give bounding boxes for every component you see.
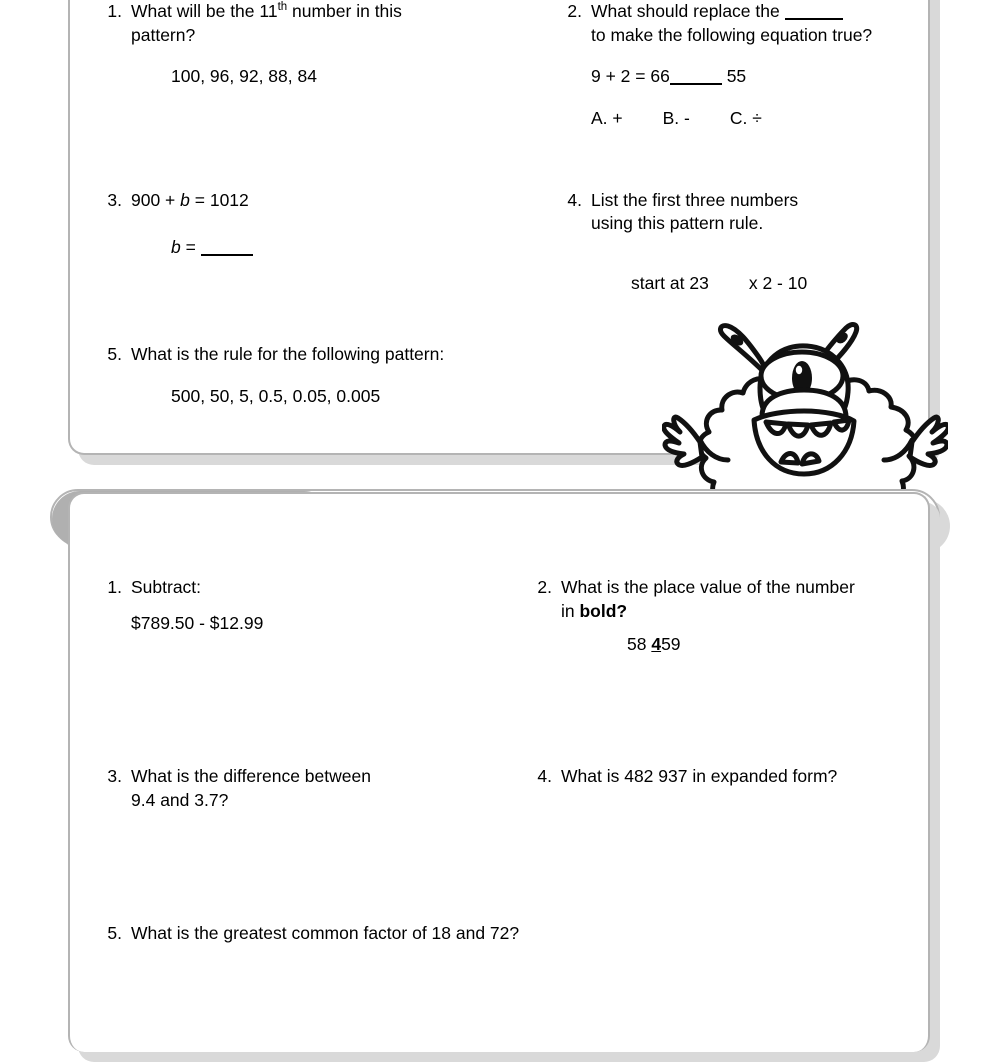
answer-line — [131, 236, 556, 260]
question-text-part: in — [561, 600, 580, 621]
pattern-start: start at 23 — [631, 272, 709, 293]
equation-suffix: 55 — [726, 66, 747, 87]
place-value-number — [561, 633, 936, 657]
question-text-continued — [561, 600, 936, 624]
question-text-part: What should replace the — [591, 1, 785, 21]
question-text: What is the greatest common factor of 18 and 72? — [131, 923, 520, 944]
variable-b: b — [180, 189, 190, 210]
question-text: What is 482 937 in expanded form? — [561, 765, 838, 786]
question-text — [131, 0, 556, 24]
question-text — [591, 0, 976, 24]
equation-part: 900 + — [131, 189, 181, 210]
question-item — [526, 765, 936, 812]
question-expression: $789.50 - $12.99 — [131, 612, 264, 633]
question-body — [131, 0, 556, 89]
question-body — [131, 922, 936, 946]
question-item — [526, 576, 936, 657]
question-number: 5. — [107, 923, 122, 944]
question-text: List the first three numbers — [591, 189, 799, 210]
question-item — [96, 765, 526, 812]
question-number: 3. — [107, 189, 122, 210]
question-body — [131, 576, 526, 635]
equation-prefix: 9 + 2 = 66 — [591, 66, 670, 87]
question-pattern-values: 100, 96, 92, 88, 84 — [171, 66, 317, 87]
question-body — [591, 0, 976, 131]
question-text-continued: to make the following equation true? — [591, 24, 873, 45]
question-item — [96, 576, 526, 657]
question-body — [131, 765, 526, 812]
answer-blank[interactable] — [785, 18, 843, 20]
number-part: 59 — [661, 634, 681, 655]
choice-option[interactable]: C. ÷ — [729, 107, 762, 128]
question-body — [591, 189, 976, 296]
question-text-continued: 9.4 and 3.7? — [131, 789, 229, 810]
bold-underlined-digit: 4 — [651, 634, 662, 655]
ordinal-superscript: th — [277, 1, 288, 14]
tuesday-question-grid — [96, 576, 936, 946]
question-item — [556, 189, 976, 296]
question-number: 4. — [567, 189, 582, 210]
choice-option[interactable]: B. - — [662, 107, 690, 128]
variable-b: b — [171, 237, 181, 258]
question-text-continued: using this pattern rule. — [591, 213, 764, 234]
number-part: 58 — [627, 634, 652, 655]
bold-emphasis: bold? — [579, 600, 628, 621]
answer-blank[interactable] — [670, 83, 722, 85]
question-text: What is the place value of the number — [561, 577, 855, 597]
equation-part: = 1012 — [189, 189, 249, 210]
question-body — [131, 189, 556, 260]
pattern-rule — [591, 272, 976, 296]
question-number: 1. — [107, 577, 122, 597]
question-text: What is the rule for the following pattern: — [131, 344, 445, 365]
question-text-continued: pattern? — [131, 24, 196, 45]
pattern-operation: x 2 - 10 — [748, 272, 808, 293]
question-item — [96, 0, 556, 131]
question-number: 5. — [107, 344, 122, 365]
question-number: 2. — [537, 577, 552, 597]
question-equation — [591, 65, 976, 89]
question-pattern-values: 500, 50, 5, 0.5, 0.05, 0.005 — [171, 386, 381, 406]
question-item — [556, 0, 976, 131]
question-number: 4. — [537, 765, 552, 786]
question-text: What is the difference between — [131, 765, 371, 786]
question-text-part: number in this — [287, 1, 402, 21]
question-number: 3. — [107, 765, 122, 786]
question-text: Subtract: — [131, 577, 202, 597]
choice-option[interactable]: A. + — [591, 107, 623, 128]
question-item — [96, 189, 556, 296]
question-body — [561, 765, 936, 789]
question-body — [561, 576, 936, 657]
equals-sign: = — [180, 237, 201, 258]
question-item — [96, 922, 936, 946]
answer-blank[interactable] — [201, 254, 253, 256]
question-number: 2. — [567, 1, 582, 21]
question-text-part: What will be the 11 — [131, 1, 278, 21]
multiple-choice-options — [591, 107, 976, 131]
question-equation — [131, 189, 556, 213]
question-number: 1. — [107, 1, 122, 21]
